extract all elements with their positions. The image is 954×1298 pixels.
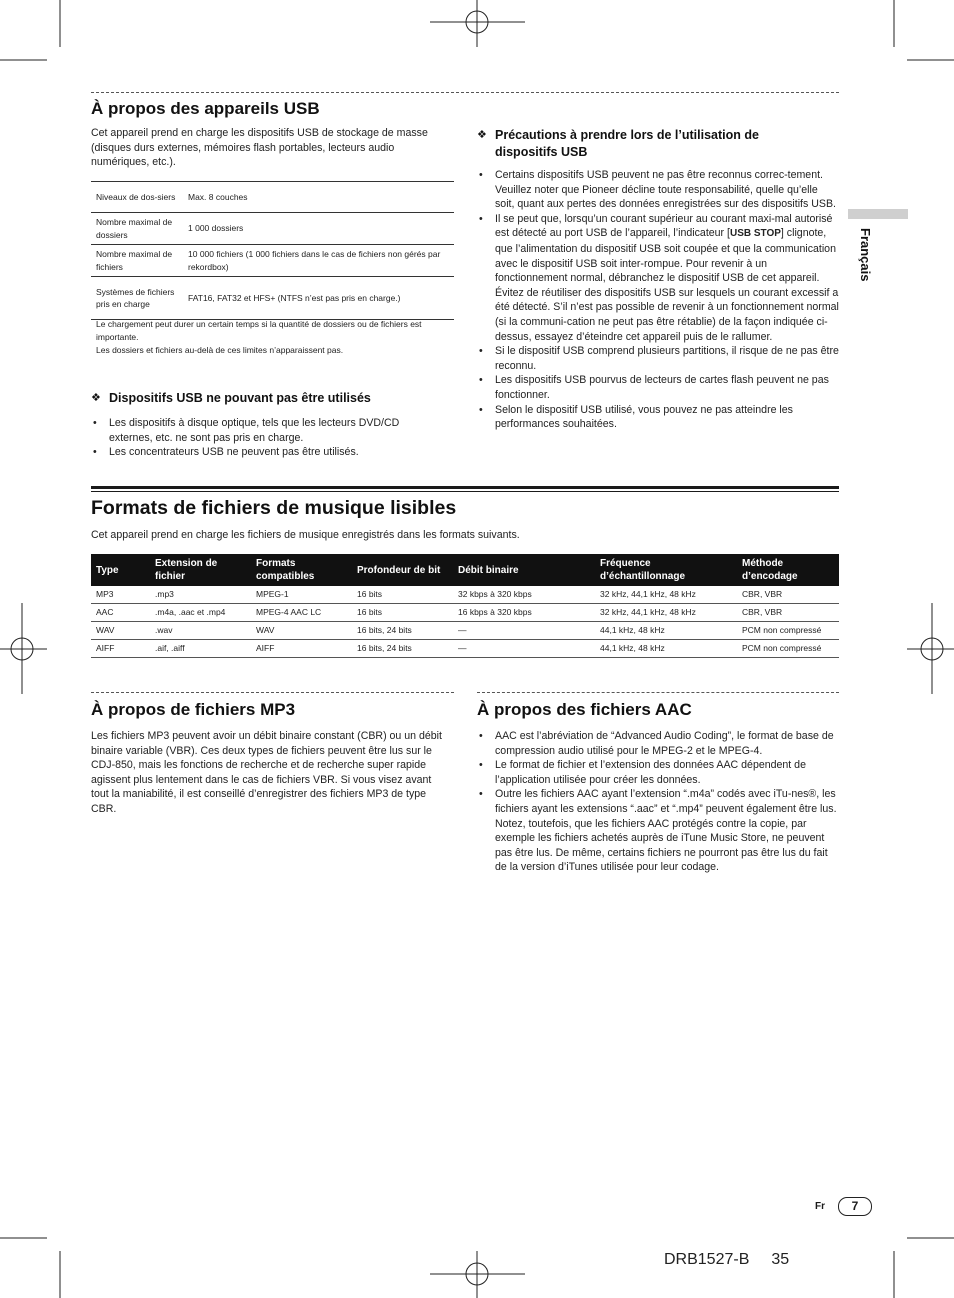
list-item: • Les dispositifs USB pourvus de lecteurs de cartes flash peuvent ne pas fonctionner. <box>477 373 839 402</box>
table-cell: 32 kHz, 44,1 kHz, 48 kHz <box>595 604 737 622</box>
list-item: • Les dispositifs à disque optique, tels que les lecteurs DVD/CD externes, etc. ne sont pas pris en charge. <box>91 416 436 445</box>
table-cell: AIFF <box>251 640 352 658</box>
section-rule <box>91 486 839 489</box>
table-row <box>91 586 839 604</box>
table-cell: MPEG-4 AAC LC <box>251 604 352 622</box>
table-row <box>91 640 839 658</box>
section-divider <box>477 692 839 693</box>
table-cell: AAC <box>91 604 150 622</box>
list-item: • Certains dispositifs USB peuvent ne pas être reconnus correc-tement. Veuillez noter que Pioneer décline toute responsabilité, quelle qu’elle soit, quant aux pertes des données enregistrées sur des dispositifs USB. <box>477 168 839 212</box>
mp3-section-title: À propos de fichiers MP3 <box>91 700 296 719</box>
section-rule <box>91 491 839 492</box>
column-header: Profondeur de bit <box>352 554 453 586</box>
table-row <box>91 182 454 213</box>
usb-section-title: À propos des appareils USB <box>91 99 320 118</box>
table-cell: AIFF <box>91 640 150 658</box>
table-cell: 44,1 kHz, 48 kHz <box>595 622 737 640</box>
column-header: Fréquence d’échantillonnage <box>595 554 737 586</box>
table-cell: PCM non compressé <box>737 640 839 658</box>
usb-intro: Cet appareil prend en charge les dispositifs USB de stockage de masse (disques durs externes, mémoires flash portables, lecteurs audio numériques, etc.). <box>91 127 428 169</box>
precautions-list <box>477 168 839 432</box>
spec-label: Nombre maximal de fichiers <box>91 245 183 277</box>
footer-language-code: Fr <box>815 1201 825 1212</box>
column-header: Débit binaire <box>453 554 595 586</box>
page-number-badge: 7 <box>838 1197 872 1216</box>
table-header-row <box>91 554 839 586</box>
section-divider <box>91 92 839 93</box>
column-header: Type <box>91 554 150 586</box>
diamond-bullet-icon: ❖ <box>477 129 487 141</box>
formats-intro: Cet appareil prend en charge les fichiers de musique enregistrés dans les formats suivants. <box>91 529 520 541</box>
list-item: • Les concentrateurs USB ne peuvent pas être utilisés. <box>91 445 436 460</box>
usb-notes <box>96 318 446 357</box>
note-text: Le chargement peut durer un certain temps si la quantité de dossiers ou de fichiers est importante. <box>96 319 422 342</box>
table-cell: .wav <box>150 622 251 640</box>
table-cell: 16 bits <box>352 586 453 604</box>
diamond-bullet-icon: ❖ <box>91 392 101 404</box>
spec-label: Systèmes de fichiers pris en charge <box>91 277 183 320</box>
spec-value: Max. 8 couches <box>183 182 454 213</box>
table-row <box>91 622 839 640</box>
table-cell: CBR, VBR <box>737 586 839 604</box>
table-cell: 16 bits, 24 bits <box>352 640 453 658</box>
unusable-devices-heading: ❖ Dispositifs USB ne pouvant pas être utilisés <box>91 391 371 405</box>
spec-label: Niveaux de dos-siers <box>91 182 183 213</box>
usb-spec-table <box>91 181 454 320</box>
table-cell: MP3 <box>91 586 150 604</box>
table-row <box>91 277 454 320</box>
formats-title: Formats de fichiers de musique lisibles <box>91 497 457 519</box>
table-cell: MPEG-1 <box>251 586 352 604</box>
spec-value: 1 000 dossiers <box>183 213 454 245</box>
formats-table <box>91 554 839 658</box>
table-cell: 44,1 kHz, 48 kHz <box>595 640 737 658</box>
table-cell: WAV <box>251 622 352 640</box>
table-row <box>91 245 454 277</box>
spec-value: 10 000 fichiers (1 000 fichiers dans le cas de fichiers non gérés par rekordbox) <box>183 245 454 277</box>
list-item: • Le format de fichier et l’extension des données AAC dépendent de l’application utilisée pour créer les données. <box>477 758 839 787</box>
language-tab-bar <box>848 209 908 219</box>
table-row <box>91 604 839 622</box>
table-cell: 16 bits <box>352 604 453 622</box>
spec-value: FAT16, FAT32 et HFS+ (NTFS n’est pas pris en charge.) <box>183 277 454 320</box>
table-cell: — <box>453 640 595 658</box>
column-header: Extension de fichier <box>150 554 251 586</box>
table-cell: .mp3 <box>150 586 251 604</box>
precautions-heading: ❖ Précautions à prendre lors de l’utilisation de dispositifs USB <box>477 128 759 159</box>
mp3-text: Les fichiers MP3 peuvent avoir un débit binaire constant (CBR) ou un débit binaire variable (VBR). Ces deux types de fichiers peuvent être lus sur le CDJ-850, mais les fonctions de recherche et de recherche super rapide agissent plus lentement dans le cas de fichiers VBR. Si vous visez avant tout la maniabilité, il est conseillé d’enregistrer des fichiers MP3 de type CBR. <box>91 730 442 815</box>
table-cell: — <box>453 622 595 640</box>
table-row <box>91 213 454 245</box>
aac-list <box>477 729 839 875</box>
table-cell: .aif, .aiff <box>150 640 251 658</box>
usb-stop-indicator-label: USB STOP <box>729 228 781 240</box>
table-cell: 16 bits, 24 bits <box>352 622 453 640</box>
table-cell: PCM non compressé <box>737 622 839 640</box>
aac-section-title: À propos des fichiers AAC <box>477 700 692 719</box>
side-language-label: Français <box>858 228 873 282</box>
table-cell: 32 kbps à 320 kbps <box>453 586 595 604</box>
table-cell: CBR, VBR <box>737 604 839 622</box>
spec-label: Nombre maximal de dossiers <box>91 213 183 245</box>
list-item: • Selon le dispositif USB utilisé, vous pouvez ne pas atteindre les performances souhaitées. <box>477 403 839 432</box>
table-cell: WAV <box>91 622 150 640</box>
table-cell: .m4a, .aac et .mp4 <box>150 604 251 622</box>
list-item: • Si le dispositif USB comprend plusieurs partitions, il risque de ne pas être reconnu. <box>477 344 839 373</box>
list-item: • AAC est l’abréviation de “Advanced Audio Coding”, le format de base de compression audio utilisé pour le MPEG-2 et le MPEG-4. <box>477 729 839 758</box>
column-header: Formats compatibles <box>251 554 352 586</box>
unusable-devices-list <box>91 416 436 460</box>
document-code: DRB1527-B 35 <box>664 1251 790 1268</box>
table-cell: 16 kbps à 320 kbps <box>453 604 595 622</box>
column-header: Méthode d’encodage <box>737 554 839 586</box>
section-divider <box>91 692 454 693</box>
table-cell: 32 kHz, 44,1 kHz, 48 kHz <box>595 586 737 604</box>
list-item: • Il se peut que, lorsqu’un courant supérieur au courant maxi-mal autorisé est détecté au port USB de l’appareil, l’indicateur [USB STOP] clignote, que l’alimentation du dispositif USB soit coupée et que la communication avec le dispositif USB soit inter-rompue. Pour revenir à un fonctionnement normal, débranchez le dispositif USB de cet appareil. Évitez de réutiliser des dispositifs USB sur lesquels un courant excessif a été détecté. S’il n’est pas possible de revenir à un fonctionnement normal (si la communi-cation ne peut pas être rétablie) de la façon indiquée ci-dessus, essayez d’éteindre cet appareil puis de le rallumer. <box>477 212 839 344</box>
list-item: • Outre les fichiers AAC ayant l’extension “.m4a” codés avec iTu-nes®, les fichiers ayant les extensions “.aac” et “.mp4” peuvent également être lus. Notez, toutefois, que les fichiers AAC protégés contre la copie, par exemple les fichiers achetés auprès de iTune Music Store, ne peuvent pas être lus. De même, certains fichiers ne pourront pas être lus du fait de la version d’iTunes utilisée pour leur codage. <box>477 787 839 875</box>
note-text: Les dossiers et fichiers au-delà de ces limites n’apparaissent pas. <box>96 345 344 355</box>
